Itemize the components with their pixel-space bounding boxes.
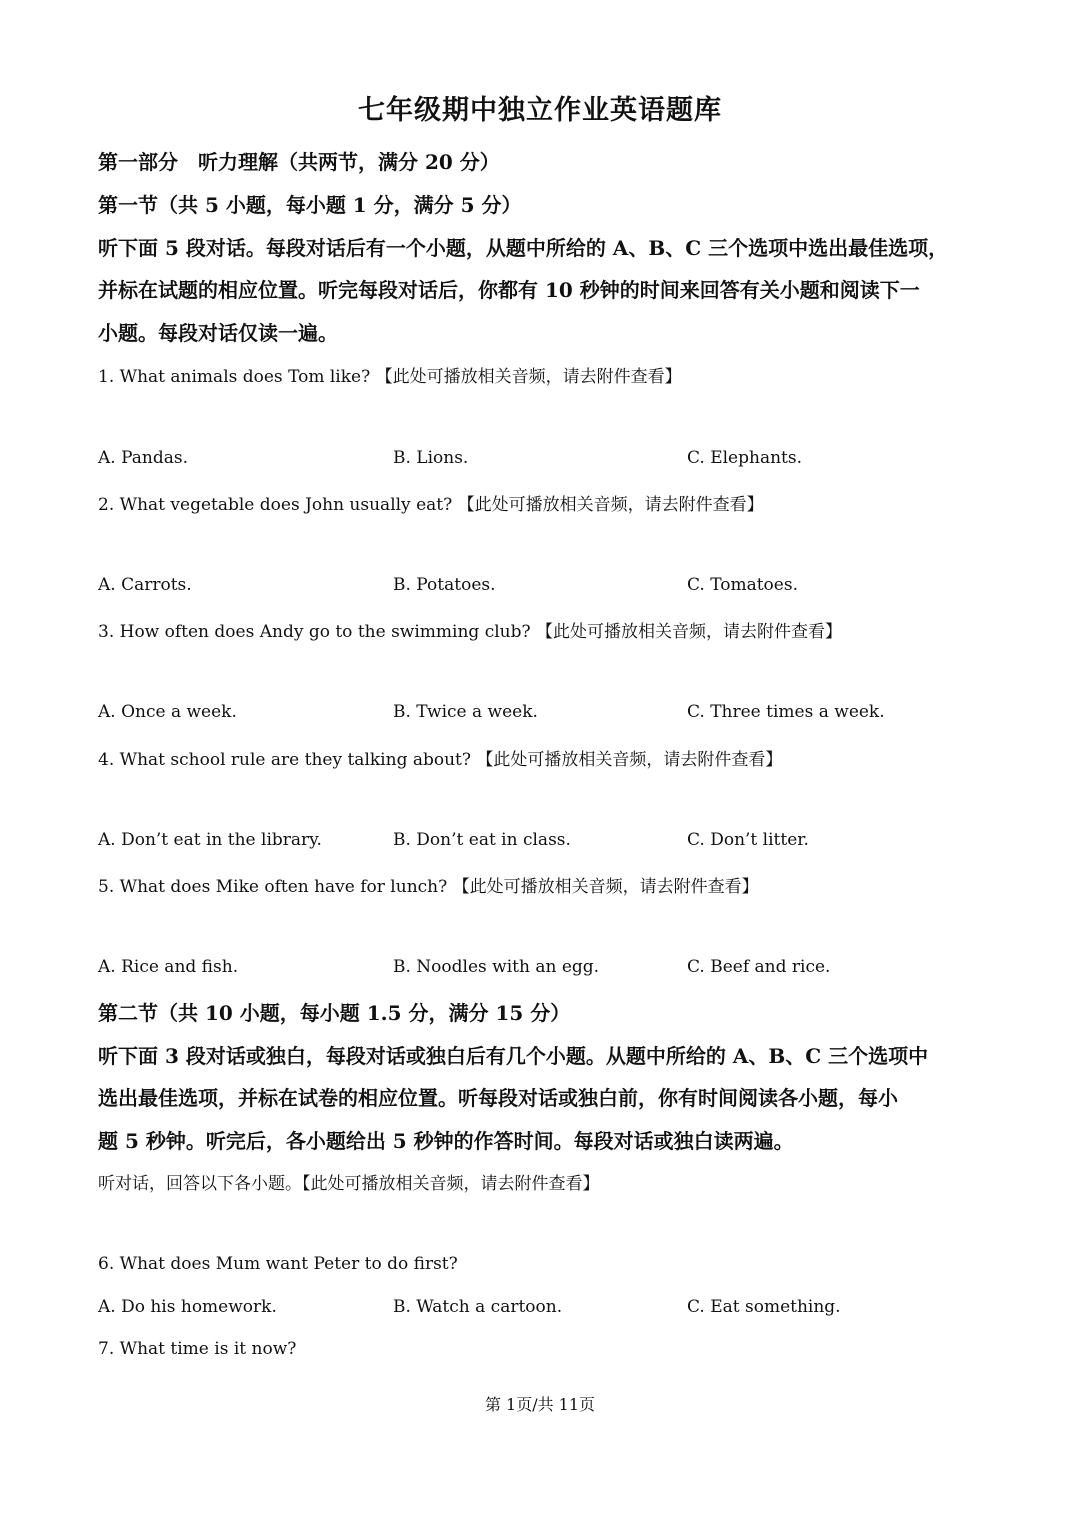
question-1-option-b: B. Lions. [393,448,469,468]
page-title: 七年级期中独立作业英语题库 [358,95,722,126]
question-3: 3. How often does Andy go to the swimming club? 【此处可播放相关音频，请去附件查看】 [98,622,842,642]
question-3-option-a: A. Once a week. [98,702,237,722]
question-6: 6. What does Mum want Peter to do first? [98,1254,458,1274]
section1-instruction-line: 小题。每段对话仅读一遍。 [98,321,338,345]
question-2-option-c: C. Tomatoes. [687,575,798,595]
part1-heading: 第一部分 听力理解（共两节，满分 20 分） [98,150,500,174]
page-footer: 第 1页/共 11页 [484,1395,596,1414]
question-5: 5. What does Mike often have for lunch? 【此处可播放相关音频，请去附件查看】 [98,877,759,897]
section1-instruction-line: 听下面 5 段对话。每段对话后有一个小题，从题中所给的 A、B、C 三个选项中选出最佳选项， [98,236,949,260]
question-4-option-a: A. Don’t eat in the library. [98,830,322,850]
listen-note: 听对话，回答以下各小题。【此处可播放相关音频，请去附件查看】 [98,1174,600,1194]
question-3-option-c: C. Three times a week. [687,702,885,722]
question-1: 1. What animals does Tom like? 【此处可播放相关音频，请去附件查看】 [98,367,682,387]
question-6-option-c: C. Eat something. [687,1297,841,1317]
question-4: 4. What school rule are they talking about? 【此处可播放相关音频，请去附件查看】 [98,750,783,770]
question-4-option-c: C. Don’t litter. [687,830,809,850]
section2-instruction-line: 题 5 秒钟。听完后，各小题给出 5 秒钟的作答时间。每段对话或独白读两遍。 [98,1129,794,1153]
question-1-option-a: A. Pandas. [98,448,188,468]
section1-heading: 第一节（共 5 小题，每小题 1 分，满分 5 分） [98,193,522,217]
question-4-option-b: B. Don’t eat in class. [393,830,571,850]
question-5-option-b: B. Noodles with an egg. [393,957,600,977]
question-2-option-b: B. Potatoes. [393,575,496,595]
section2-instruction-line: 选出最佳选项，并标在试卷的相应位置。听每段对话或独白前，你有时间阅读各小题，每小 [98,1086,898,1110]
question-2-option-a: A. Carrots. [98,575,192,595]
section1-instruction-line: 并标在试题的相应位置。听完每段对话后，你都有 10 秒钟的时间来回答有关小题和阅读下一 [98,278,920,302]
question-2: 2. What vegetable does John usually eat? 【此处可播放相关音频，请去附件查看】 [98,495,764,515]
section2-heading: 第二节（共 10 小题，每小题 1.5 分，满分 15 分） [98,1001,571,1025]
question-7: 7. What time is it now? [98,1339,297,1359]
question-1-option-c: C. Elephants. [687,448,802,468]
section2-instruction-line: 听下面 3 段对话或独白，每段对话或独白后有几个小题。从题中所给的 A、B、C 三个选项中 [98,1044,929,1068]
question-3-option-b: B. Twice a week. [393,702,538,722]
question-6-option-a: A. Do his homework. [98,1297,277,1317]
question-6-option-b: B. Watch a cartoon. [393,1297,563,1317]
question-5-option-c: C. Beef and rice. [687,957,831,977]
question-5-option-a: A. Rice and fish. [98,957,239,977]
